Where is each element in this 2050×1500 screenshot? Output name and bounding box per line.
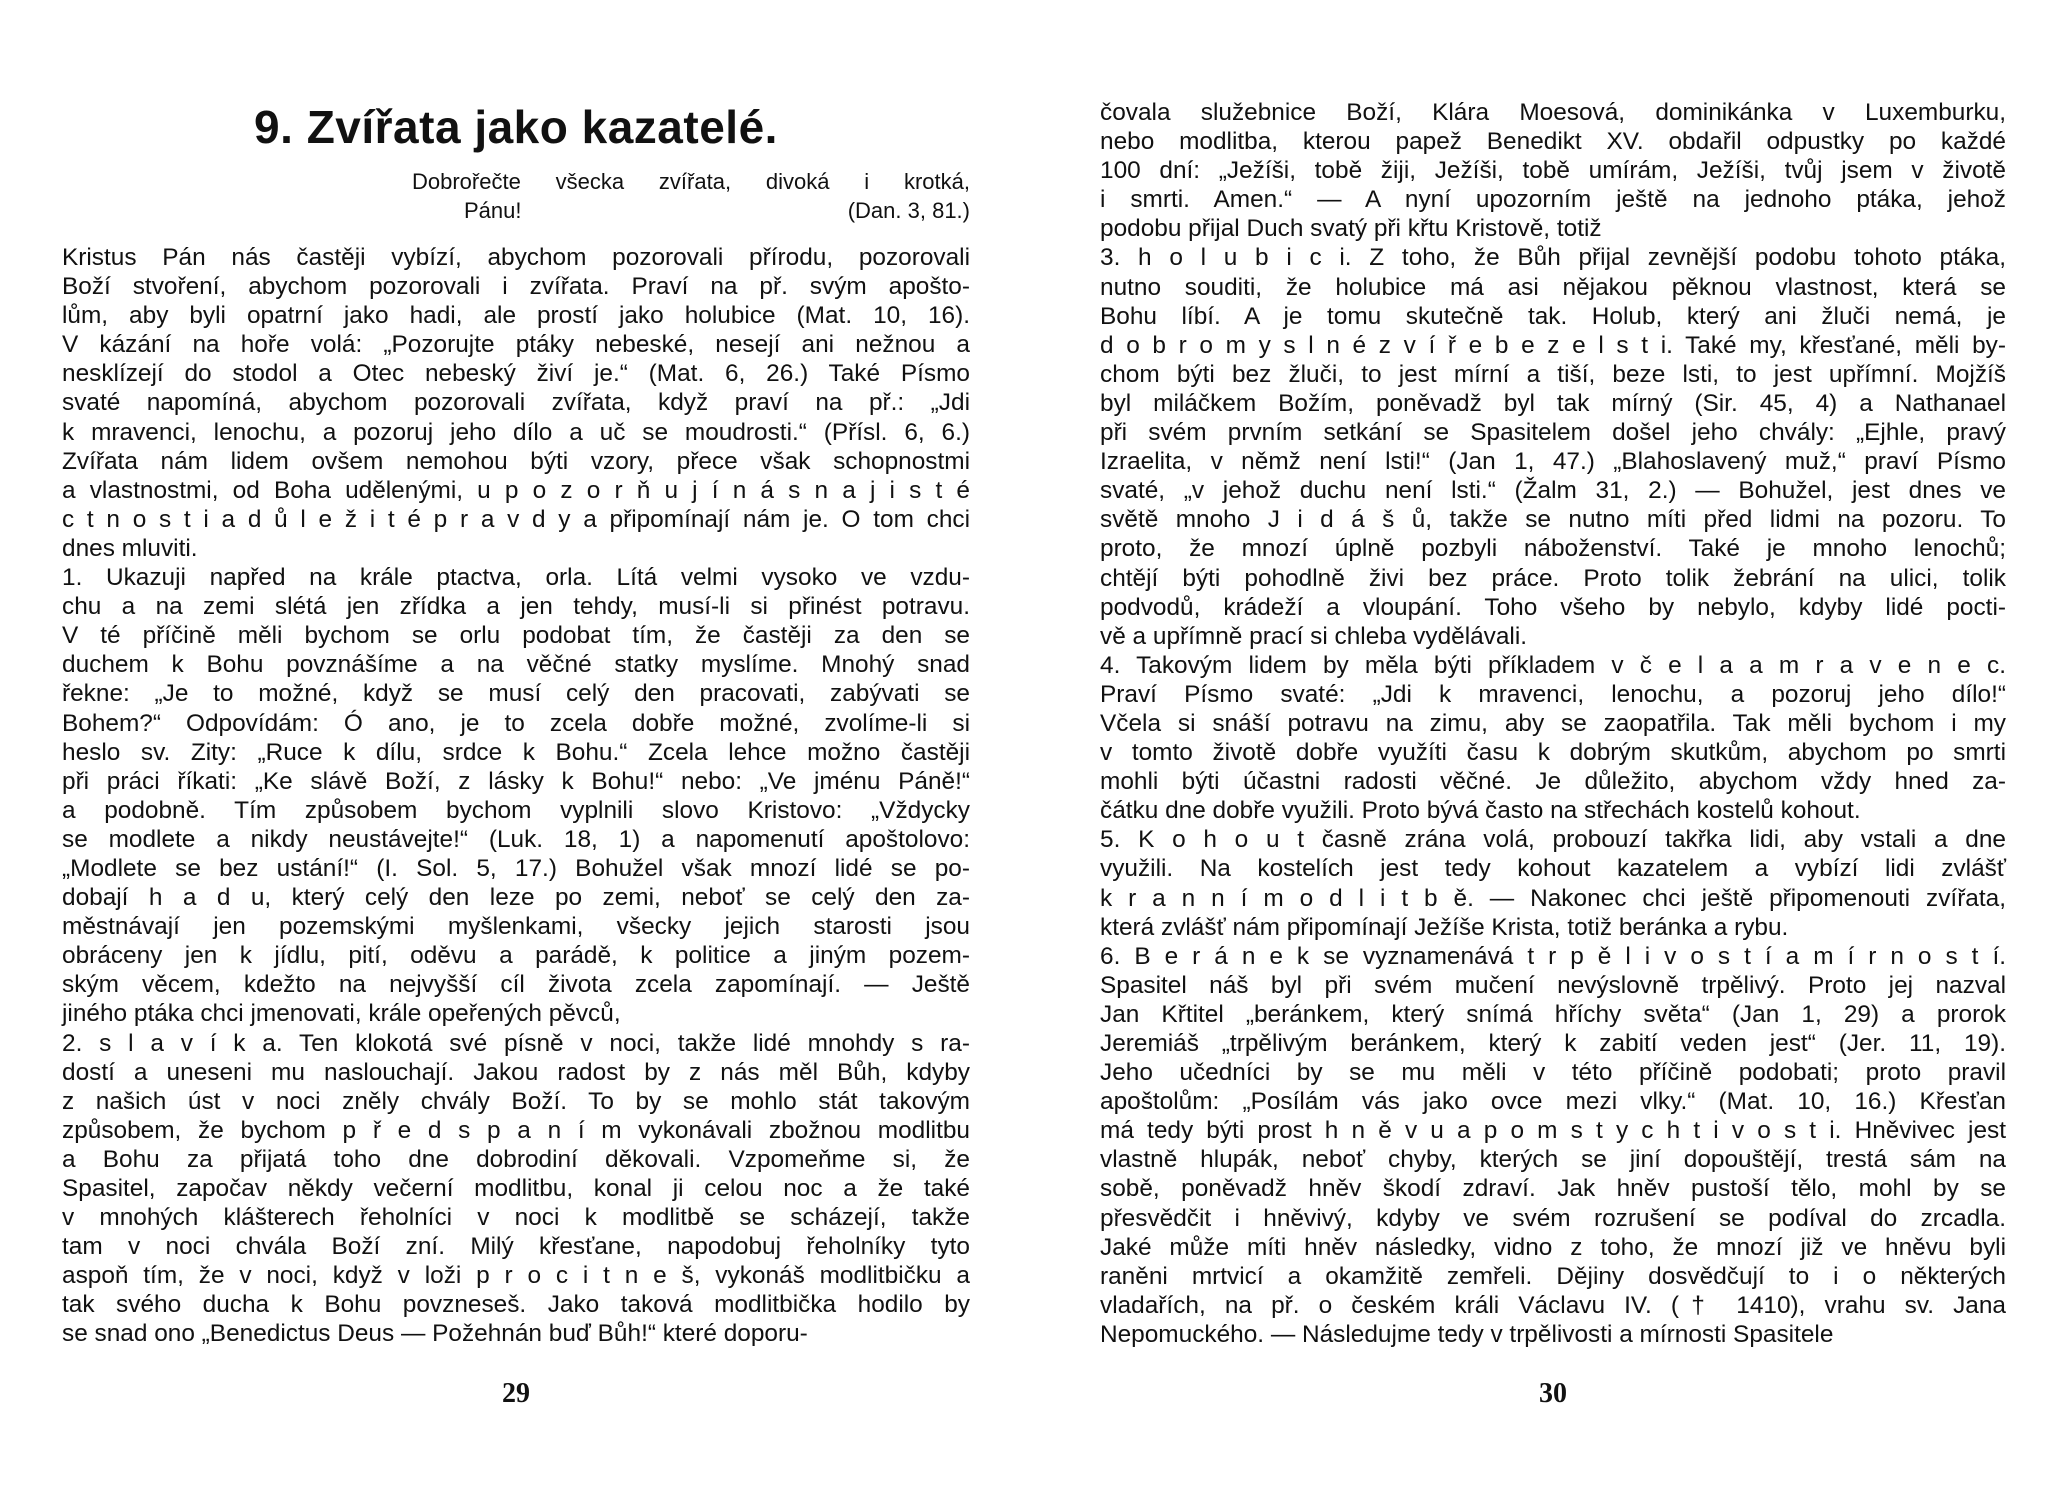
text-line: lům, aby byli opatrní jako hadi, ale prostí jako holubice (Mat. 10, 16). [62,302,970,330]
text-line: proto, že mnozí úplně pozbyli náboženství. Také je mnoho lenochů; [1100,535,2006,563]
text-line: mohli býti účastni radosti věčné. Je důležito, abychom vždy hned za- [1100,768,2006,796]
epigraph-line: Dobrořečte všecka zvířata, divoká i krotká, [412,169,970,194]
text-line: v tomto životě dobře využíti času k dobrým skutkům, abychom po smrti [1100,739,2006,767]
text-line: k r a n n í m o d l i t b ě. — Nakonec chci ještě připomenouti zvířata, [1100,884,2006,912]
text-line: 1. Ukazuji napřed na krále ptactva, orla. Lítá velmi vysoko ve vzdu- [62,564,970,592]
text-line: dnes mluviti. [62,534,198,562]
body-text [62,243,970,1349]
text-line: Jeho učedníci by se mu měli v této příčině podobati; proto pravil [1100,1059,2006,1087]
text-line: heslo sv. Zity: „Ruce k dílu, srdce k Bohu.“ Zcela lehce možno častěji [62,738,970,766]
page-number: 29 [502,1378,530,1409]
text-line: Včela si snáší potravu na zimu, aby se zaopatřila. Tak měli bychom i my [1100,709,2006,737]
body-text [1100,98,2006,1349]
page-number: 30 [1539,1378,1567,1409]
text-line: Nepomuckého. — Následujme tedy v trpělivosti a mírnosti Spasitele [1100,1320,1834,1348]
text-line: obráceny jen k jídlu, pití, oděvu a parádě, k politice a jiným pozem- [62,942,970,970]
text-line: čátku dne dobře využili. Proto bývá často na střechách kostelů kohout. [1100,797,1861,825]
text-line: podvodů, krádeží a vloupání. Toho všeho by nebylo, kdyby lidé pocti- [1100,593,2006,621]
text-line: a podobně. Tím způsobem bychom vyplnili slovo Kristovo: „Vždycky [62,796,970,824]
text-line: d o b r o m y s l n é z v í ř e b e z e l s t i. Také my, křesťané, měli by- [1100,331,2006,359]
text-line: Jaké může míti hněv následky, vidno z toho, že mnozí již ve hněvu byli [1100,1233,2006,1261]
text-line: Praví Písmo svaté: „Jdi k mravenci, lenochu, a pozoruj jeho dílo!“ [1100,680,2006,708]
text-line: nesklízejí do stodol a Otec nebeský živí je.“ (Mat. 6, 26.) Také Písmo [62,360,970,388]
text-line: nutno souditi, že holubice má asi nějakou pěknou vlastnost, která se [1100,273,2006,301]
text-line: 100 dní: „Ježíši, tobě žiji, Ježíši, tobě umírám, Ježíši, tvůj jsem v životě [1100,157,2006,185]
text-line: se snad ono „Benedictus Deus — Požehnán buď Bůh!“ které doporu- [62,1320,808,1348]
text-line: Jan Křtitel „beránkem, který snímá hříchy světa“ (Jan 1, 29) a prorok [1100,1000,2006,1028]
text-line: sobě, poněvadž hněv škodí zdraví. Jak hněv pustoší tělo, mohl by se [1100,1175,2006,1203]
text-line: Bohu líbí. A je tomu skutečně tak. Holub, který ani žluči nemá, je [1100,302,2006,330]
text-line: ským věcem, kdežto na nejvyšší cíl života zcela zapomínají. — Ještě [62,971,970,999]
text-line: využili. Na kostelích jest tedy kohout kazatelem a vybízí lidi zvlášť [1100,855,2006,883]
text-line: se modlete a nikdy neustávejte!“ (Luk. 18, 1) a napomenutí apoštolovo: [62,825,970,853]
text-line: Bohem?“ Odpovídám: Ó ano, je to zcela dobře možné, zvolíme-li si [62,709,970,737]
text-line: vě a upřímně prací si chleba vydělávali. [1100,622,1528,650]
chapter-title: 9. Zvířata jako kazatelé. [254,101,778,153]
text-line: má tedy býti prost h n ě v u a p o m s t y c h t i v o s t i. Hněvivec jest [1100,1117,2006,1145]
text-line: a Bohu za přijatá toho dne dobrodiní děkovali. Vzpomeňme si, že [62,1145,970,1173]
text-line: světě mnoho J i d á š ů, takže se nutno míti před lidmi na pozoru. To [1100,506,2006,534]
text-line: Jeremiáš „trpělivým beránkem, který k zabití veden jest“ (Jer. 11, 19). [1100,1030,2006,1057]
text-line: vlastně hlupák, neboť chyby, kterých se jiní dopouštějí, trestá sám na [1100,1146,2006,1174]
epigraph-line-2 [412,196,970,225]
text-line: chtějí býti pohodlně živi bez práce. Proto tolik žebrání na ulici, tolik [1100,564,2006,592]
text-line: vladařích, na př. o českém králi Václavu IV. († 1410), vrahu sv. Jana [1100,1291,2006,1319]
text-line: a vlastnostmi, od Boha udělenými, u p o z o r ň u j í n á s n a j i s t é [62,476,970,504]
text-line: i smrti. Amen.“ — A nyní upozorním ještě na jednoho ptáka, jehož [1100,186,2006,214]
text-line: nebo modlitba, kterou papež Benedikt XV. obdařil odpustky po každé [1100,128,2006,156]
text-line: 3. h o l u b i c i. Z toho, že Bůh přijal zevnější podobu tohoto ptáka, [1100,244,2006,272]
text-line: c t n o s t i a d ů l e ž i t é p r a v d y a připomínají nám je. O tom chci [62,505,970,533]
text-line: duchem k Bohu povznášíme a na věčné statky myslíme. Mnohý snad [62,651,970,679]
text-line: Izraelita, v němž není lsti!“ (Jan 1, 47.) „Blahoslavený muž,“ praví Písmo [1100,448,2006,476]
text-line: dobají h a d u, který celý den leze po zemi, neboť se celý den za- [62,884,970,912]
text-line: podobu přijal Duch svatý při křtu Kristově, totiž [1100,215,1602,243]
text-line: při práci říkati: „Ke slávě Boží, z lásky k Bohu!“ nebo: „Ve jménu Páně!“ [62,767,970,795]
text-line: raněni mrtvicí a okamžitě zemřeli. Dějiny dosvědčují to i o některých [1100,1262,2006,1290]
text-line: apoštolům: „Posílám vás jako ovce mezi vlky.“ (Mat. 10, 16.) Křesťan [1100,1088,2006,1116]
text-line: svaté napomíná, abychom pozorovali zvířata, když praví na př.: „Jdi [62,389,970,417]
epigraph-word: Pánu! [464,198,522,223]
text-line: Spasitel, započav někdy večerní modlitbu, konal ji celou noc a že také [62,1175,970,1202]
text-line: dostí a uneseni mu naslouchají. Jakou radost by z nás měl Bůh, kdyby [62,1058,970,1086]
text-line: tam v noci chvála Boží zní. Milý křesťane, napodobuj řeholníky tyto [62,1233,970,1261]
text-line: 5. K o h o u t časně zrána volá, probouzí takřka lidi, aby vstali a dne [1100,826,2006,854]
text-line: V té příčině měli bychom se orlu podobat tím, že častěji za den se [62,622,970,650]
text-line: jiného ptáka chci jmenovati, krále opeřených pěvců, [62,1000,621,1028]
text-line: Kristus Pán nás častěji vybízí, abychom pozorovali přírodu, pozorovali [62,244,970,271]
text-line: aspoň tím, že v noci, když v loži p r o c i t n e š, vykonáš modlitbičku a [62,1262,970,1290]
epigraph-source: (Dan. 3, 81.) [847,198,970,223]
text-line: chu a na zemi slétá jen zřídka a jen tehdy, musí-li si přinést potravu. [62,593,970,621]
epigraph [412,167,970,225]
text-line: 4. Takovým lidem by měla býti příkladem v č e l a a m r a v e n e c. [1100,651,2006,679]
text-line: řekne: „Je to možné, když se musí celý den pracovati, zabývati se [62,680,970,708]
text-line: k mravenci, lenochu, a pozoruj jeho dílo a uč se moudrosti.“ (Přísl. 6, 6.) [62,418,970,446]
text-line: při svém prvním setkání se Spasitelem došel jeho chvály: „Ejhle, pravý [1100,419,2006,447]
text-line: z našich úst v noci zněly chvály Boží. To by se mohlo stát takovým [62,1087,970,1115]
text-line: 2. s l a v í k a. Ten klokotá své písně v noci, takže lidé mnohdy s ra- [62,1029,970,1057]
text-line: čovala služebnice Boží, Klára Moesová, dominikánka v Luxemburku, [1100,99,2006,126]
text-line: 6. B e r á n e k se vyznamenává t r p ě l i v o s t í a m í r n o s t í. [1100,942,2006,970]
text-line: chom býti bez žluči, to jest mírní a tiší, beze lsti, to jest upřímní. Mojžíš [1100,360,2006,388]
text-line: způsobem, že bychom p ř e d s p a n í m vykonávali zbožnou modlitbu [62,1116,970,1144]
text-line: Zvířata nám lidem ovšem nemohou býti vzory, přece však schopnostmi [62,447,970,475]
text-line: městnávají jen pozemskými myšlenkami, všecky jejich starosti jsou [62,913,970,941]
text-line: v mnohých klášterech řeholníci v noci k modlitbě se scházejí, takže [62,1204,970,1232]
text-line: která zvlášť nám připomínají Ježíše Krista, totiž beránka a rybu. [1100,913,1789,941]
text-line: byl miláčkem Božím, poněvadž byl tak mírný (Sir. 45, 4) a Nathanael [1100,389,2006,417]
text-line: Spasitel náš byl při svém mučení nevýslovně trpělivý. Proto jej nazval [1100,971,2006,999]
text-line: přesvědčit i hněvivý, kdyby ve svém rozrušení se podíval do zrcadla. [1100,1204,2006,1232]
text-line: Boží stvoření, abychom pozorovali i zvířata. Praví na př. svým apošto- [62,273,970,301]
text-line: V kázání na hoře volá: „Pozorujte ptáky nebeské, nesejí ani nežnou a [62,331,970,359]
text-line: svaté, „v jehož duchu není lsti.“ (Žalm 31, 2.) — Bohužel, jest dnes ve [1100,477,2006,505]
text-line: „Modlete se bez ustání!“ (I. Sol. 5, 17.) Bohužel však mnozí lidé se po- [62,854,970,882]
text-line: tak svého ducha k Bohu povzneseš. Jako taková modlitbička hodilo by [62,1291,970,1319]
